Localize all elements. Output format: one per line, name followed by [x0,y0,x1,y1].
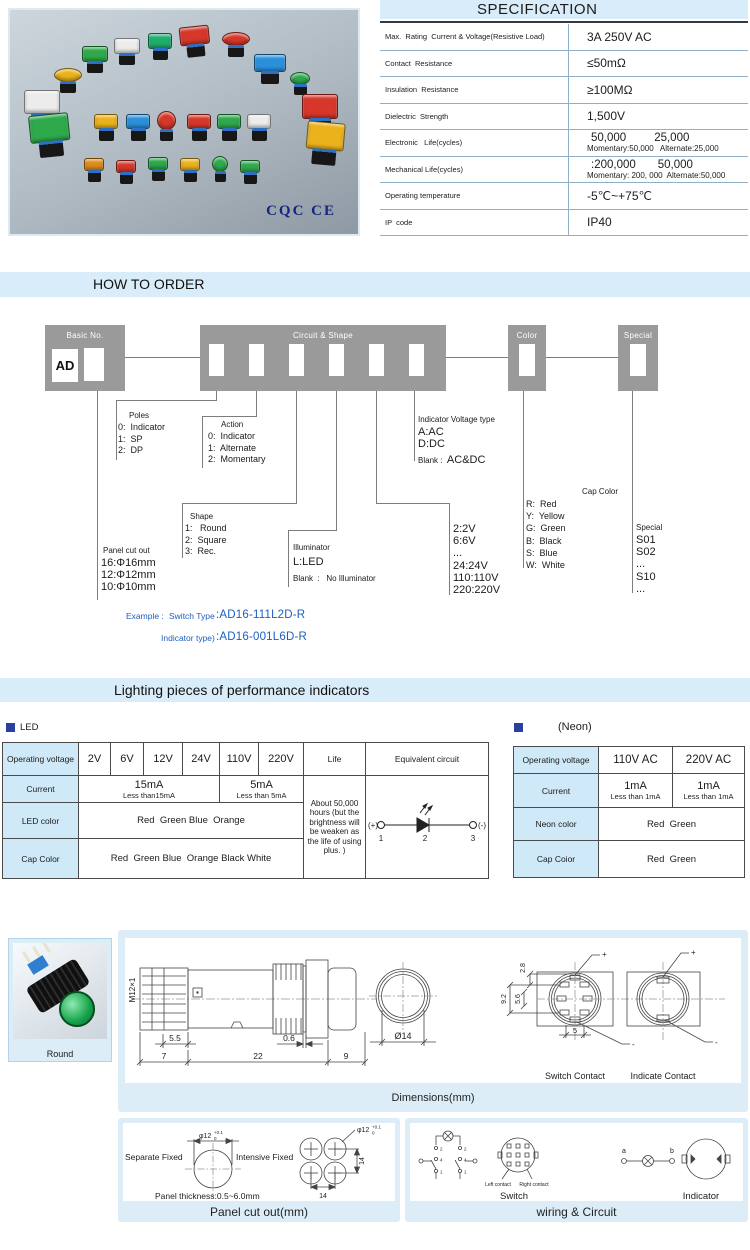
connector-line [296,391,297,504]
basic-no-label: Basic No. [66,331,104,340]
led-th-life: Life [304,743,366,776]
spec-label: IP code [385,217,413,227]
push-button [304,120,346,166]
neon-th-neon-color: Neon color [514,808,599,841]
spec-value: :200,000 50,000 Momentary: 200, 000 Alternate:50,000 [587,158,726,180]
connector-line [449,503,450,595]
spec-table [380,24,748,236]
cutout-dia-label: φ12 [357,1127,370,1134]
spec-value: 3A 250V AC [587,29,652,44]
dim-22: 22 [253,1051,263,1061]
special-label: Special [623,331,653,340]
connector-line [376,503,450,504]
spec-row [380,77,748,104]
code-slot [289,344,304,376]
dimensions-drawing [125,938,741,1083]
led-voltage: 110V [220,743,259,776]
connector-line [414,391,415,461]
connector-line [288,530,337,531]
connector-line [336,391,337,531]
how-to-order-bar: HOW TO ORDER [0,272,750,297]
color-label: Color [516,331,538,340]
dim-2-8: 2.8 [520,963,527,973]
cutout-tolerance-sup: +0.1 [214,1130,223,1135]
minus-label: - [715,1038,718,1047]
panel-cutout-drawing [123,1123,395,1201]
connector-line [97,391,98,600]
panel-cutout-box [123,1123,395,1201]
connector-line [202,416,203,468]
code-slot [630,344,646,376]
circuit-shape-label: Circuit & Shape [292,331,354,340]
panel-cutout-annotation: Panel cut out 16:Φ16mm 12:Φ12mm 10:Φ10mm [101,546,156,594]
code-slot [209,344,224,376]
spec-value: IP40 [587,215,612,230]
dimensions-panel [118,930,748,1112]
example-prefix: Example : [126,611,164,621]
connector-line [125,357,200,358]
led-current-high: 5mA Less than 5mA [220,776,304,803]
spec-value: ≤50mΩ [587,56,626,71]
voltage-list-annotation: 2:2V 6:6V ... 24:24V 110:110V 220:220V [453,523,501,597]
push-button [116,160,136,184]
terminal-b: b [670,1148,674,1155]
neon-th-voltage: Operating voltage [514,747,599,774]
neon-current: 1mA Less than 1mA [673,774,745,808]
neon-bullet-icon [514,723,523,732]
spec-row [380,104,748,131]
wiring-caption: wiring & Circuit [536,1205,617,1219]
connector-line [116,400,117,460]
led-voltage: 24V [183,743,220,776]
led-voltage: 2V [79,743,111,776]
push-button [148,157,168,181]
led-bullet-icon [6,723,15,732]
round-photo-tile [8,938,112,1062]
led-th-current: Current [3,776,79,803]
led-voltage: 12V [144,743,183,776]
dim-dia14: Ø14 [394,1031,412,1041]
neon-th-current: Current [514,774,599,808]
example-indicator-code: :AD16-001L6D-R [216,631,308,643]
indicate-contact-label: Indicate Contact [630,1071,696,1081]
intensive-fixed-label: Intensive Fixed [236,1152,294,1162]
action-annotation: Action 0: Indicator 1: Alternate 2: Momentary [208,420,266,464]
example-switch-label: Switch Type [169,611,215,621]
divider [568,24,569,236]
push-button [178,25,211,59]
connector-line [288,530,289,587]
spec-value: ≥100MΩ [587,82,633,97]
minus-label: - [632,1040,635,1049]
order-circuit-box [200,325,446,391]
dim-9-2: 9.2 [501,994,508,1004]
code-slot [519,344,535,376]
dim-5-6: 5.6 [515,994,522,1004]
push-button [84,158,104,182]
divider [380,21,748,23]
code-slot [84,348,104,381]
round-label: Round [46,1049,74,1059]
poles-annotation: Poles 0: Indicator 1: SP 2: DP [118,411,166,455]
order-basic-box [45,325,125,391]
cap-color-title: Cap Color [582,487,619,496]
spec-label: Operating temperature [385,191,461,201]
order-color-box [508,325,546,391]
push-button [212,156,228,182]
code-slot [329,344,344,376]
circuit-plus-label: (+) [368,820,378,830]
dim-14-horizontal: 14 [319,1193,327,1200]
switch-contact-label: Switch Contact [544,1071,606,1081]
dim-0-6: 0.6 [283,1033,295,1043]
led-current-low: 15mA Less than15mA [79,776,220,803]
dimensions-caption: Dimensions(mm) [391,1092,475,1104]
spec-label: Electronic Life(cycles) [385,138,463,148]
led-voltage: 220V [259,743,304,776]
circuit-pin3: 3 [470,833,476,843]
left-contact-label: Left contact [485,1182,511,1188]
push-button [28,112,72,159]
dim-9: 9 [343,1051,349,1061]
dim-7: 7 [161,1051,167,1061]
wiring-box [410,1123,743,1201]
push-button [126,114,150,141]
push-button [82,46,108,73]
circuit-pin2: 2 [422,833,428,843]
connector-line [256,391,257,417]
wiring-drawing [410,1123,743,1201]
round-button-photo [13,943,107,1039]
push-button [114,38,140,65]
spec-row [380,210,748,237]
switch-label: Switch [500,1191,528,1201]
code-slot [409,344,424,376]
connector-line [523,391,524,568]
connector-line [376,391,377,504]
cap-color-annotation: R: Red Y: Yellow G: Green B: Black S: Blue W: White [526,499,566,571]
push-button [157,111,176,141]
push-button [180,158,200,182]
led-th-circuit: Equivalent circuit [366,743,489,776]
push-button [247,114,271,141]
push-button [217,114,241,141]
spec-label: Contact Resistance [385,58,453,68]
led-cap-colors: Red Green Blue Orange Black White [79,839,304,879]
separate-fixed-label: Separate Fixed [125,1152,183,1162]
button-cap [59,991,95,1027]
code-slot-basic: AD [52,349,78,382]
push-button [240,160,260,184]
code-slot [369,344,384,376]
code-slot [249,344,264,376]
push-button [94,114,118,141]
cutout-tolerance-sub: 0 [372,1130,375,1136]
connector-line [116,400,217,401]
example-indicator-label: Indicator type) [161,633,215,643]
neon-colors: Red Green [599,808,745,841]
spec-label: Mechanical Life(cycles) [385,164,463,174]
dimensions-drawing-box [125,938,741,1083]
plus-label: + [602,950,607,959]
led-table [2,742,489,879]
led-voltage: 6V [111,743,144,776]
panel-thickness-label: Panel thickness:0.5~6.0mm [155,1191,260,1201]
terminal-2: 2 [464,1146,467,1152]
led-section-label: LED [20,722,39,733]
neon-voltage: 220V AC [673,747,745,774]
terminal-a: a [622,1148,626,1155]
push-button [290,72,310,95]
certification-text: CQC CE [266,203,336,219]
special-codes-annotation: Special S01 S02 ... S10 ... [636,523,663,595]
illuminator-annotation: Illuminator L:LED Blank : No Illuminator [293,543,376,584]
push-button [148,33,172,60]
neon-th-cap-color: Cap Coior [514,841,599,878]
neon-cap-colors: Red Green [599,841,745,878]
spec-title: SPECIFICATION [380,0,748,19]
terminal-4: 4 [464,1157,467,1163]
terminal-1: 1 [440,1169,443,1175]
cutout-tolerance-sub: 0 [214,1136,217,1141]
order-example [126,608,406,650]
dim-14-vertical: 14 [359,1157,366,1165]
neon-section-label: (Neon) [558,721,592,733]
wiring-tile [405,1118,748,1222]
push-button [254,54,286,84]
spec-label: Max. Rating Current & Voltage(Resistive Load) [385,32,545,42]
connector-line [182,503,297,504]
dim-5-5: 5.5 [169,1033,181,1043]
led-th-led-color: LED color [3,803,79,839]
connector-line [446,357,508,358]
product-photo [8,8,360,236]
led-th-cap-color: Cap Color [3,839,79,879]
terminal-1: 1 [464,1169,467,1175]
thread-dim: M12×1 [128,977,137,1003]
neon-current: 1mA Less than 1mA [599,774,673,808]
right-contact-label: Right contact [519,1182,549,1188]
connector-line [202,416,257,417]
spec-label: Insulation Resistance [385,85,459,95]
dim-5: 5 [572,1026,578,1035]
neon-voltage: 110V AC [599,747,673,774]
led-th-voltage: Operating voltage [3,743,79,776]
button-collar [27,955,49,975]
terminal-4: 4 [440,1157,443,1163]
spec-value: 50,000 25,000 Momentary:50,000 Alternate:25,000 [587,132,719,154]
plus-label: + [691,948,696,957]
connector-line [182,503,183,558]
terminal-2: 2 [440,1146,443,1152]
panel-cutout-caption: Panel cut out(mm) [209,1205,309,1219]
neon-table [513,746,745,878]
circuit-minus-label: (-) [478,820,486,830]
push-button [187,114,211,141]
order-special-box [618,325,658,391]
led-circuit-drawing [367,777,487,873]
example-switch-code: :AD16-111L2D-R [216,609,306,621]
lighting-bar: Lighting pieces of performance indicators [0,678,750,702]
led-colors: Red Green Blue Orange [79,803,304,839]
led-equivalent-circuit [366,776,489,879]
indicator-label: Indicator [682,1191,720,1201]
spec-label: Dielectric Strength [385,111,449,121]
connector-line [546,357,618,358]
spec-row [380,157,748,184]
cutout-dia-label: φ12 [199,1133,212,1140]
spec-row [380,183,748,210]
panel-cutout-tile [118,1118,400,1222]
circuit-pin1: 1 [378,833,384,843]
shape-annotation: Shape 1: Round 2: Square 3: Rec. [185,512,227,556]
spec-row [380,24,748,51]
cutout-tolerance-sup: +0.1 [372,1124,381,1130]
connector-line [632,391,633,593]
spec-row [380,130,748,157]
led-life-text: About 50,000 hours (but the brightness will be weaken as the life of using plus. ) [304,776,366,879]
spec-value: -5℃~+75℃ [587,188,652,203]
push-button [222,32,250,57]
spec-row [380,51,748,78]
voltage-type-annotation: Indicator Voltage type A:AC D:DC Blank : AC&DC [418,415,495,467]
spec-value: 1,500V [587,109,626,124]
